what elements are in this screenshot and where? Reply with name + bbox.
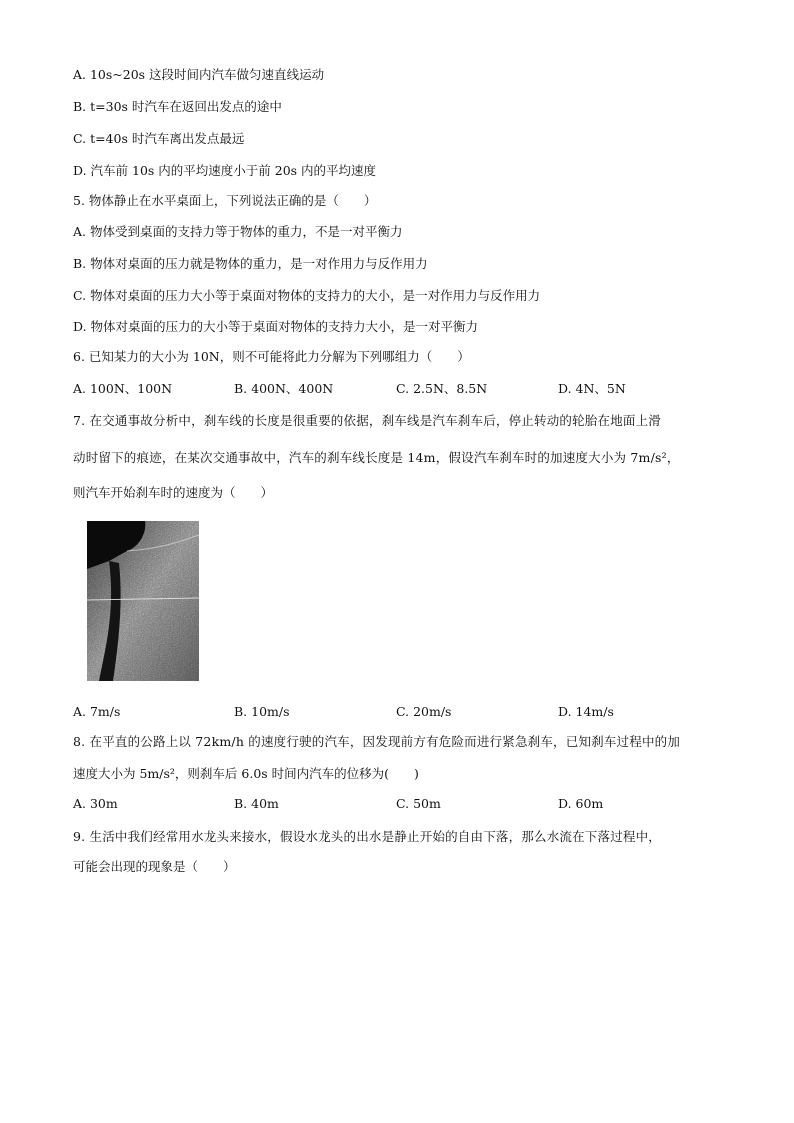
q4-option-d: D. 汽车前 10s 内的平均速度小于前 20s 内的平均速度	[73, 163, 377, 178]
q7-stem-line-2: 动时留下的痕迹，在某次交通事故中，汽车的刹车线长度是 14m，假设汽车刹车时的加速度大小为 7m/s²，	[73, 450, 680, 465]
q5-option-b: B. 物体对桌面的压力就是物体的重力，是一对作用力与反作用力	[73, 256, 428, 271]
q5-option-a: A. 物体受到桌面的支持力等于物体的重力，不是一对平衡力	[73, 224, 403, 239]
q6-stem: 6. 已知某力的大小为 10N，则不可能将此力分解为下列哪组力（ ）	[73, 349, 470, 364]
q8-option-d: D. 60m	[558, 796, 604, 811]
q7-option-a: A. 7m/s	[73, 704, 121, 719]
q5-stem: 5. 物体静止在水平桌面上，下列说法正确的是（ ）	[73, 193, 377, 208]
q8-option-b: B. 40m	[234, 796, 279, 811]
q8-option-a: A. 30m	[73, 796, 118, 811]
q9-stem-line-1: 9. 生活中我们经常用水龙头来接水，假设水龙头的出水是静止开始的自由下落，那么水流在下落过程中，	[73, 829, 662, 844]
q7-stem-line-3: 则汽车开始刹车时的速度为（ ）	[73, 485, 274, 500]
q5-option-c: C. 物体对桌面的压力大小等于桌面对物体的支持力的大小，是一对作用力与反作用力	[73, 288, 541, 303]
q8-stem-line-1: 8. 在平直的公路上以 72km/h 的速度行驶的汽车，因发现前方有危险而进行紧急刹车，已知刹车过程中的加	[73, 734, 681, 749]
q8-stem-line-2: 速度大小为 5m/s²，则刹车后 6.0s 时间内汽车的位移为( )	[73, 766, 419, 781]
q7-option-b: B. 10m/s	[234, 704, 290, 719]
q6-option-a: A. 100N、100N	[73, 381, 173, 396]
q7-option-d: D. 14m/s	[558, 704, 614, 719]
q7-stem-line-1: 7. 在交通事故分析中，刹车线的长度是很重要的依据，刹车线是汽车刹车后，停止转动的轮胎在地面上滑	[73, 413, 662, 428]
q4-option-c: C. t=40s 时汽车离出发点最远	[73, 131, 245, 146]
q4-option-b: B. t=30s 时汽车在返回出发点的途中	[73, 99, 282, 114]
q6-option-d: D. 4N、5N	[558, 381, 626, 396]
q7-option-c: C. 20m/s	[396, 704, 452, 719]
q5-option-d: D. 物体对桌面的压力的大小等于桌面对物体的支持力大小，是一对平衡力	[73, 319, 479, 334]
skid-mark-photo	[87, 521, 199, 681]
q8-option-c: C. 50m	[396, 796, 441, 811]
q9-stem-line-2: 可能会出现的现象是（ ）	[73, 859, 236, 874]
q4-option-a: A. 10s~20s 这段时间内汽车做匀速直线运动	[73, 67, 325, 82]
q6-option-b: B. 400N、400N	[234, 381, 334, 396]
q6-option-c: C. 2.5N、8.5N	[396, 381, 488, 396]
